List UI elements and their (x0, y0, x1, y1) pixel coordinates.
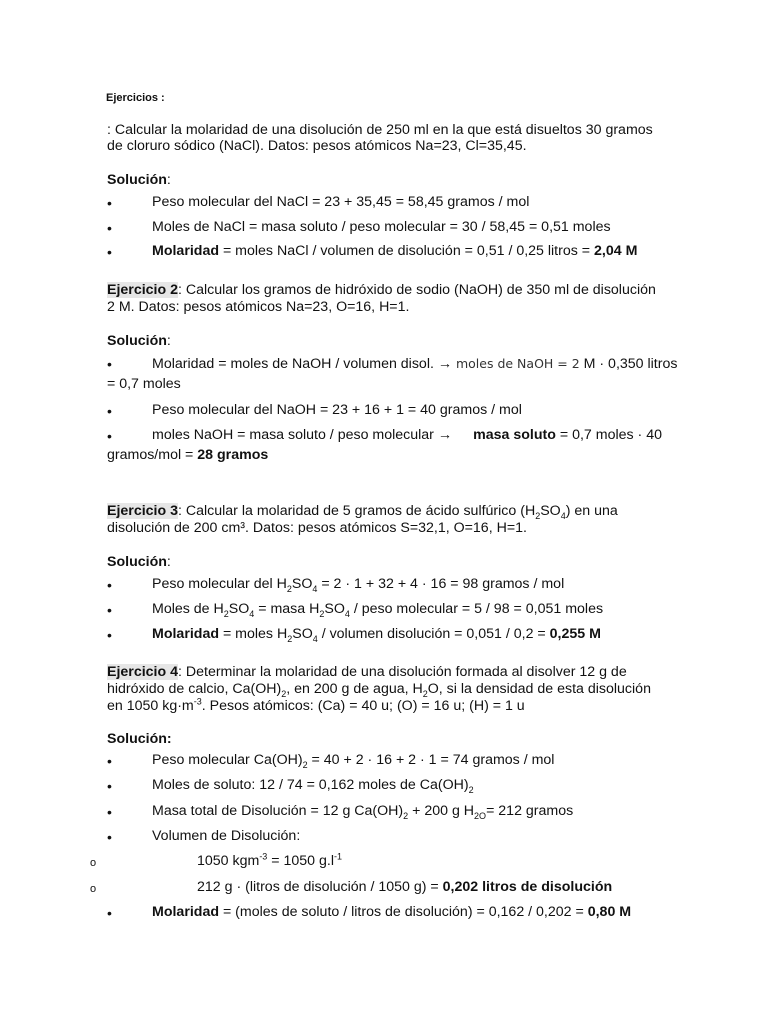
solution-label-1: Solución: (107, 172, 171, 188)
ex3-step-1: Peso molecular del $H_2SO_4 = 2 \cdot 1 + 32 + 4 \cdot 16 = 98$ gramos / mol (152, 576, 565, 594)
sub-bullet: o (90, 883, 97, 895)
ex3-statement-2: disolución de 200 cm³. Datos: pesos atómicos S=32,1, O=16, H=1. (107, 520, 527, 536)
ex3-step-3: Molaridad = moles $H_2SO_4$ / volumen disolución = 0,051 / 0,2 = 0,255 M (152, 626, 601, 644)
ex2-step-2: Peso molecular del NaOH = 23 + 16 + 1 = 40 gramos / mol (152, 402, 522, 418)
bullet: • (107, 905, 112, 921)
solution-label-3: Solución: (107, 554, 171, 570)
solution-label-2: Solución: (107, 333, 171, 349)
ex1-step-1: Peso molecular del NaCl = 23 + 35,45 = 58,45 gramos / mol (152, 194, 530, 210)
ex1-step-2: Moles de NaCl = masa soluto / peso molecular = 30 / 58,45 = 0,51 moles (152, 219, 611, 235)
bullet: • (107, 753, 112, 769)
ex2-step-3: moles NaOH = masa soluto / peso molecular → masa soluto = 0,7 moles · 40 (152, 427, 662, 443)
ex1-step-3: Molaridad = moles NaCl / volumen de disolución = 0,51 / 0,25 litros = 2,04 M (152, 243, 638, 259)
bullet: • (107, 829, 112, 845)
ex4-step-1: Peso molecular $Ca(OH)_2 = 40 + 2 \cdot 16 + 2 \cdot 1 = 74$ gramos / mol (152, 752, 555, 770)
bullet: • (107, 627, 112, 643)
intro-line-1: : Calcular la molaridad de una disolución de 250 ml en la que está disueltos 30 gramos (107, 122, 653, 138)
ex4-substep-2: 212 g · (litros de disolución / 1050 g) = 0,202 litros de disolución (197, 879, 613, 895)
bullet: • (107, 403, 112, 419)
ex4-step-2: Moles de soluto: 12 / 74 = 0,162 moles de $Ca(OH)_2$ (152, 777, 474, 795)
ex2-statement-1: Ejercicio 2: Calcular los gramos de hidróxido de sodio (NaOH) de 350 ml de disolución (107, 282, 656, 298)
ex2-step-1: Molaridad = moles de NaOH / volumen disol. → moles de NaOH = 2 M · 0,350 litros (152, 356, 678, 372)
ex4-statement-2: hidróxido de calcio, $Ca(OH)_2$, en 200 g de agua, $H_2O$, si la densidad de esta disolución (107, 681, 651, 699)
ex4-statement-1: Ejercicio 4: Determinar la molaridad de una disolución formada al disolver 12 g de (107, 664, 627, 680)
ex3-step-2: Moles de $H_2SO_4$ = masa $H_2SO_4$ / peso molecular = 5 / 98 = 0,051 moles (152, 601, 604, 619)
ex2-step-3-cont: gramos/mol = 28 gramos (107, 447, 269, 463)
ex4-statement-3: en 1050 $kg\cdot m^{-3}$. Pesos atómicos: (Ca) = 40 u; (O) = 16 u; (H) = 1 u (107, 696, 525, 714)
page-heading: Ejercicios : (106, 92, 165, 104)
bullet: • (107, 195, 112, 211)
ex2-step-1-cont: = 0,7 moles (107, 376, 181, 392)
solution-label-4: Solución: (107, 731, 172, 747)
ex4-step-4: Volumen de Disolución: (152, 828, 301, 844)
bullet: • (107, 356, 112, 372)
ex3-statement-1: Ejercicio 3: Calcular la molaridad de 5 gramos de ácido sulfúrico $(H_2SO_4)$ en una (107, 503, 618, 521)
ex4-step-3: Masa total de Disolución = 12 g $Ca(OH)_2 + 200$ g $H_{2O}= 212$ gramos (152, 803, 574, 821)
ex4-step-5: Molaridad = (moles de soluto / litros de disolución) = 0,162 / 0,202 = 0,80 M (152, 904, 632, 920)
ex4-substep-1: 1050 kgm$^{-3}$ = 1050 $g.l^{-1}$ (197, 851, 343, 869)
bullet: • (107, 602, 112, 618)
bullet: • (107, 220, 112, 236)
bullet: • (107, 244, 112, 260)
intro-line-2: de cloruro sódico (NaCl). Datos: pesos atómicos Na=23, Cl=35,45. (107, 138, 527, 154)
sub-bullet: o (90, 857, 97, 869)
bullet: • (107, 577, 112, 593)
bullet: • (107, 804, 112, 820)
ex2-statement-2: 2 M. Datos: pesos atómicos Na=23, O=16, H=1. (107, 299, 410, 315)
bullet: • (107, 428, 112, 444)
bullet: • (107, 778, 112, 794)
